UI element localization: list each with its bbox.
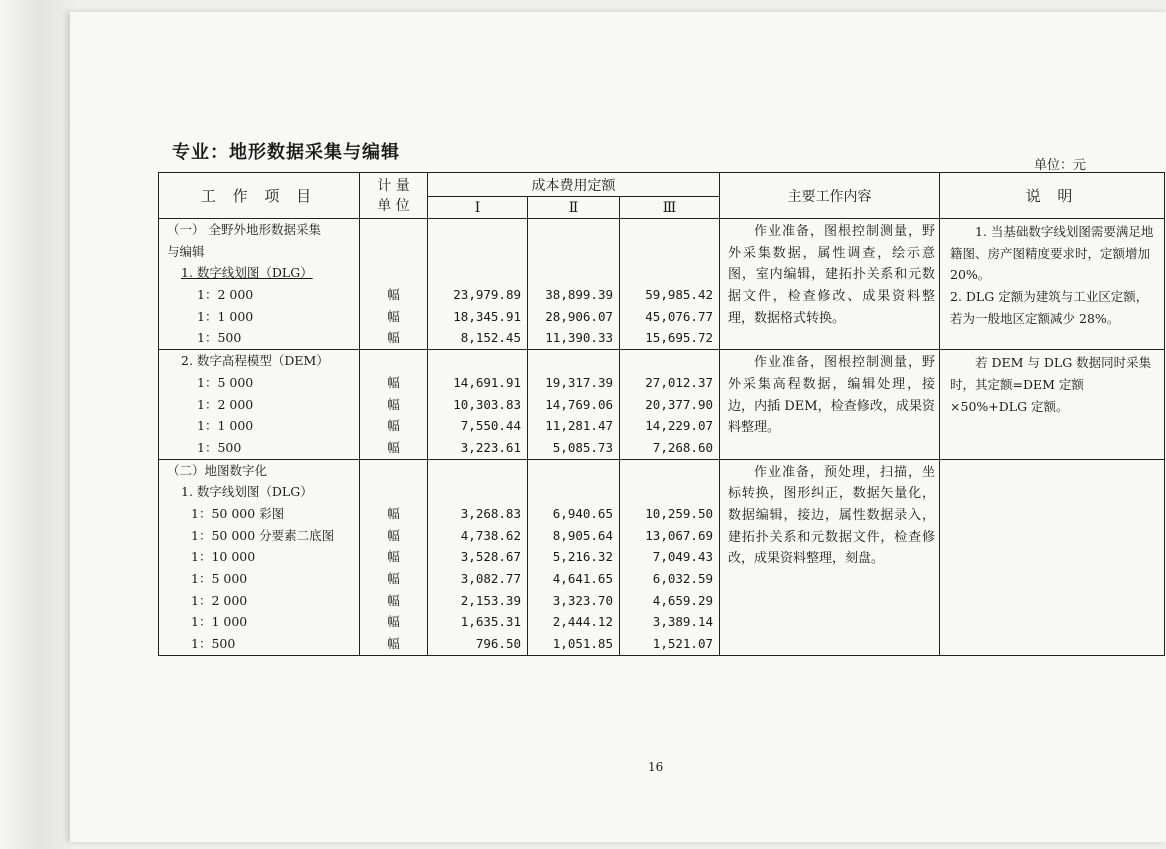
main-content-text: 作业准备，预处理，扫描，坐标转换，图形纠正，数据矢量化，数据编辑，接边，属性数据录入，建拓扑关系和元数据文件，检查修改，成果资料整理，刻盘。 — [728, 464, 936, 567]
grade-1-value: 2,153.39 — [460, 592, 521, 608]
grade-3-value — [620, 262, 719, 284]
header-note: 说 明 — [940, 173, 1165, 219]
grade-2-value — [528, 219, 619, 241]
grade-2-value: 11,390.33 — [545, 330, 613, 346]
work-item-text: 1：500 — [191, 636, 236, 652]
grade-3-value: 1,521.07 — [652, 636, 714, 652]
unit-text — [360, 350, 427, 372]
grade-1-value: 3,082.77 — [460, 571, 521, 586]
grade-1-value: 10,303.83 — [453, 396, 521, 412]
unit-text: 幅 — [387, 439, 400, 455]
grade-2-value: 5,085.73 — [552, 439, 613, 455]
unit-text — [360, 219, 427, 241]
page-title: 专业：地形数据采集与编辑 — [172, 142, 400, 163]
work-item-text: （一） 全野外地形数据采集 — [167, 222, 321, 237]
unit-text — [360, 460, 427, 482]
grade-1-cell — [428, 350, 528, 459]
work-item-text: 1：5 000 — [191, 571, 248, 586]
grade-2-value: 6,940.65 — [552, 505, 613, 521]
grade-1-cell — [428, 459, 528, 655]
grade-3-value — [620, 481, 719, 503]
unit-cell — [360, 350, 428, 459]
section-row — [159, 219, 1165, 350]
grade-3-value — [620, 219, 719, 241]
grade-1-value — [428, 241, 527, 263]
work-item-text: 1：1 000 — [191, 614, 248, 630]
grade-1-value: 23,979.89 — [453, 287, 521, 303]
grade-2-value — [528, 350, 619, 372]
unit-text: 幅 — [387, 614, 400, 630]
grade-3-value: 59,985.42 — [645, 287, 714, 303]
work-item-text — [159, 262, 359, 284]
main-content-cell — [720, 350, 940, 459]
grade-2-value: 28,906.07 — [545, 308, 613, 324]
cost-table — [158, 172, 1165, 656]
grade-3-value: 15,695.72 — [645, 330, 714, 346]
work-item-cell — [159, 350, 360, 459]
unit-text: 幅 — [387, 374, 400, 390]
grade-2-cell — [528, 219, 620, 350]
grade-2-value: 8,905.64 — [552, 527, 613, 543]
header-work-item: 工 作 项 目 — [159, 173, 360, 219]
work-item-text: 1：5 000 — [197, 374, 254, 390]
work-item-text: 与编辑 — [167, 243, 205, 259]
grade-3-value: 20,377.90 — [645, 396, 714, 412]
work-item-text: 1：50 000 分要素二底图 — [191, 527, 335, 543]
unit-text: 幅 — [387, 287, 400, 303]
unit-text: 幅 — [387, 527, 400, 543]
work-item-cell — [159, 219, 360, 350]
unit-text: 幅 — [387, 396, 400, 412]
grade-1-value: 3,528.67 — [460, 549, 521, 565]
grade-1-value: 3,223.61 — [460, 439, 521, 455]
note-text: 若 DEM 与 DLG 数据同时采集时，其定额=DEM 定额×50%+DLG 定额。 — [950, 355, 1152, 414]
page-number: 16 — [648, 760, 664, 774]
grade-1-value: 7,550.44 — [460, 418, 521, 434]
grade-3-value: 27,012.37 — [645, 374, 714, 390]
main-content-cell — [720, 219, 940, 350]
unit-text: 幅 — [387, 636, 400, 652]
main-content-cell — [720, 459, 940, 655]
grade-2-value: 11,281.47 — [545, 418, 613, 434]
header-grade-1: Ⅰ — [428, 197, 528, 219]
grade-3-value — [620, 350, 719, 372]
grade-2-value: 1,051.85 — [552, 636, 613, 652]
grade-3-value: 4,659.29 — [652, 592, 714, 608]
note-cell — [940, 219, 1165, 350]
work-item-text: 1：500 — [197, 330, 242, 346]
work-item-text: 1：1 000 — [197, 308, 254, 324]
grade-1-value — [428, 219, 527, 241]
work-item-text: （二）地图数字化 — [167, 462, 268, 478]
work-item-text: 1. 数字线划图（DLG） — [181, 484, 313, 500]
grade-1-value: 4,738.62 — [460, 527, 521, 543]
note-cell — [940, 459, 1165, 655]
work-item-text: 1：10 000 — [191, 549, 256, 565]
grade-2-value — [528, 460, 619, 482]
unit-text: 幅 — [387, 505, 400, 521]
work-item-text: 1：2 000 — [197, 287, 254, 303]
unit-text: 幅 — [387, 308, 400, 324]
unit-text: 幅 — [387, 571, 400, 586]
header-main-content: 主要工作内容 — [720, 173, 940, 219]
grade-1-value: 8,152.45 — [460, 330, 521, 346]
work-item-text: 2. 数字高程模型（DEM） — [181, 353, 329, 369]
grade-2-value: 38,899.39 — [545, 287, 613, 303]
grade-3-cell — [620, 219, 720, 350]
grade-2-value: 14,769.06 — [545, 396, 613, 412]
grade-2-value: 3,323.70 — [552, 592, 613, 608]
note-text: 1. 当基础数字线划图需要满足地籍图、房产图精度要求时，定额增加 20%。 2. DLG 定额为建筑与工业区定额，若为一般地区定额减少 28%。 — [950, 224, 1154, 326]
work-item-text: 1：50 000 彩图 — [191, 505, 285, 521]
grade-2-cell — [528, 350, 620, 459]
grade-1-value: 1,635.31 — [460, 614, 521, 630]
work-item-text: 1：500 — [197, 439, 242, 455]
unit-cell — [360, 459, 428, 655]
header-grade-3: Ⅲ — [620, 197, 720, 219]
main-content-text: 作业准备，图根控制测量，野外采集高程数据，编辑处理，接边，内插 DEM，检查修改，成果资料整理。 — [728, 355, 936, 436]
header-cost-quota: 成本费用定额 — [428, 173, 720, 197]
grade-3-cell — [620, 350, 720, 459]
grade-2-cell — [528, 459, 620, 655]
grade-3-value — [620, 241, 719, 263]
unit-cell — [360, 219, 428, 350]
grade-3-cell — [620, 459, 720, 655]
grade-3-value: 6,032.59 — [652, 571, 714, 586]
header-grade-2: Ⅱ — [528, 197, 620, 219]
grade-3-value: 10,259.50 — [645, 505, 714, 521]
section-row — [159, 350, 1165, 459]
section-row — [159, 459, 1165, 655]
grade-2-value: 4,641.65 — [552, 571, 613, 586]
work-item-text: 1：2 000 — [197, 396, 254, 412]
unit-text — [360, 262, 427, 284]
grade-2-value — [528, 241, 619, 263]
unit-text: 幅 — [387, 549, 400, 565]
work-item-text: 1：1 000 — [197, 418, 254, 434]
note-cell — [940, 350, 1165, 459]
unit-text: 幅 — [387, 330, 400, 346]
work-item-text: 1：2 000 — [191, 592, 248, 608]
unit-label: 单位：元 — [1034, 158, 1087, 173]
grade-3-value — [620, 460, 719, 482]
grade-3-value: 13,067.69 — [645, 527, 714, 543]
grade-2-value: 2,444.12 — [552, 614, 613, 630]
main-content-text: 作业准备，图根控制测量，野外采集数据，属性调查，绘示意图，室内编辑，建拓扑关系和元数据文件，检查修改、成果资料整理，数据格式转换。 — [728, 224, 936, 326]
grade-1-cell — [428, 219, 528, 350]
grade-1-value — [428, 350, 527, 372]
grade-3-value: 3,389.14 — [652, 614, 714, 630]
header-unit: 计 量 单 位 — [360, 173, 428, 219]
grade-3-value: 14,229.07 — [645, 418, 714, 434]
scan-shadow — [0, 0, 80, 849]
grade-2-value — [528, 262, 619, 284]
grade-1-value: 796.50 — [475, 636, 521, 652]
grade-3-value: 45,076.77 — [645, 308, 714, 324]
work-item-underlined-text: 1. 数字线划图（DLG） — [181, 265, 313, 281]
grade-3-value: 7,049.43 — [652, 549, 714, 565]
work-item-cell — [159, 459, 360, 655]
unit-text — [360, 481, 427, 503]
grade-2-value: 5,216.32 — [552, 549, 613, 565]
grade-1-value — [428, 481, 527, 503]
grade-1-value: 14,691.91 — [453, 374, 521, 390]
grade-2-value: 19,317.39 — [545, 374, 613, 390]
grade-3-value: 7,268.60 — [652, 439, 714, 455]
grade-1-value: 3,268.83 — [460, 505, 521, 521]
unit-text: 幅 — [387, 418, 400, 434]
grade-1-value: 18,345.91 — [453, 308, 521, 324]
unit-text — [360, 241, 427, 263]
unit-text: 幅 — [387, 592, 400, 608]
grade-1-value — [428, 460, 527, 482]
grade-2-value — [528, 481, 619, 503]
grade-1-value — [428, 262, 527, 284]
